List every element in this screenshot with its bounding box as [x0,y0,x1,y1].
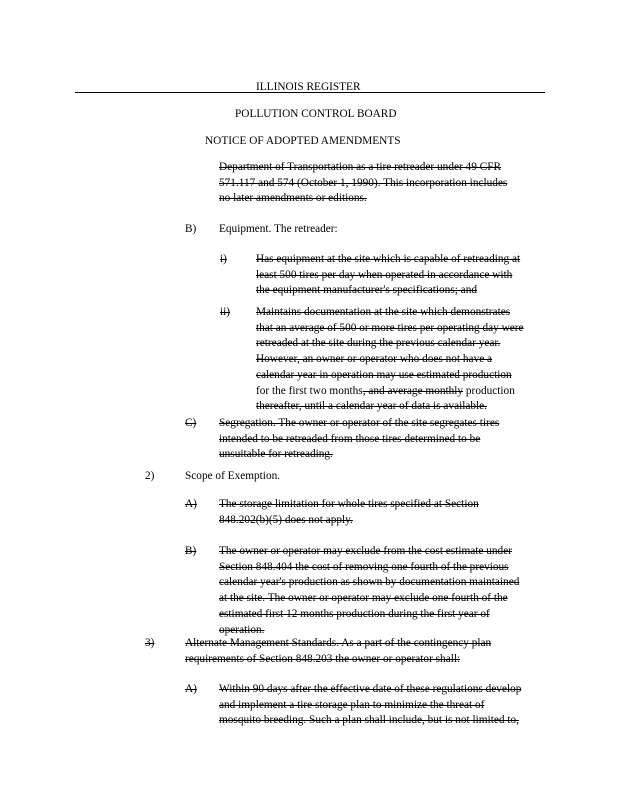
header-rule [75,92,545,93]
text-line [219,561,509,574]
text-line [219,417,499,430]
text-line [219,192,367,205]
text-line [219,177,507,190]
deleted-text: Section 848.404 the cost of removing one fourth of the previous [219,560,509,573]
text-line [219,514,353,527]
notice-title: NOTICE OF ADOPTED AMENDMENTS [205,135,401,147]
deleted-text: estimated first 12 months production during the first year of [219,607,490,620]
text-line [219,223,338,236]
deleted-text: The owner or operator may exclude from the cost estimate under [219,545,512,557]
item-label: A) [185,498,197,510]
text-line [256,306,510,319]
text-line [256,284,477,297]
text-line [219,448,333,461]
text-line [256,369,512,382]
text-line [256,385,515,398]
deleted-text: 848.202(b)(5) does not apply. [219,513,353,526]
deleted-text: Segregation. The owner or operator of the site segregates tires [219,417,500,429]
item-label: A) [185,683,197,695]
text-line [256,353,492,366]
deleted-text: 571.117 and 574 (October 1, 1990). This incorporation includes [219,176,508,189]
text-line [256,322,524,335]
deleted-text: unsuitable for retreading. [219,448,333,461]
text-line [185,637,491,650]
text-line [256,337,500,350]
item-label: i) [220,253,227,265]
deleted-text: , and average monthly [362,384,464,397]
item-label: B) [185,545,197,557]
deleted-text: the equipment manufacturer's specifications; and [256,284,477,297]
text: for the first two months [256,384,363,397]
deleted-text: Has equipment at the site which is capable of retreading at [256,253,521,265]
deleted-text: Maintains documentation at the site which demonstrates [256,306,511,318]
deleted-text: Within 90 days after the effective date of these regulations develop [219,683,522,695]
deleted-text: that an average of 500 or more tires per operating day were [256,321,524,334]
item-label: 2) [145,470,155,482]
text-line [219,683,521,696]
item-label: C) [185,417,197,429]
item-label: 3) [145,637,155,649]
text-line [219,498,479,511]
board-title: POLLUTION CONTROL BOARD [235,108,397,120]
deleted-text: The storage limitation for whole tires specified at Section [219,498,479,510]
register-title: ILLINOIS REGISTER [256,81,361,93]
text-line [256,269,512,282]
deleted-text: operation. [219,623,265,636]
deleted-text: mosquito breeding. Such a plan shall include, but is not limited to, [219,714,519,727]
deleted-text: Department of Transportation as a tire retreader under 49 CFR [219,161,502,173]
deleted-text: at the site. The owner or operator may exclude one fourth of the [219,592,508,605]
text-line [185,653,460,666]
text: production [463,384,515,397]
text-line [219,161,501,174]
deleted-text: calendar year's production as shown by documentation maintained [219,576,520,589]
text-line [219,576,519,589]
text-line [185,470,280,483]
text-line [219,624,265,637]
text-line [219,608,490,621]
deleted-text: thereafter, until a calendar year of data is available. [256,400,488,413]
deleted-text: least 500 tires per day when operated in accordance with [256,268,513,281]
text-line [256,253,520,266]
deleted-text: intended to be retreaded from those tires determined to be [219,432,481,445]
deleted-text: requirements of Section 848.203 the owner or operator shall: [185,652,461,665]
deleted-text: However, an owner or operator who does not have a [256,353,493,366]
text-line [219,545,512,558]
text: Scope of Exemption. [185,470,281,482]
deleted-text: calendar year in operation may use estimated production [256,368,512,381]
text-line [219,699,484,712]
deleted-text: Alternate Management Standards. As a part of the contingency plan [185,637,492,649]
deleted-text: no later amendments or editions. [219,192,367,205]
deleted-text: and implement a tire storage plan to minimize the threat of [219,698,485,711]
item-label: ii) [220,306,231,318]
item-label: B) [185,223,197,235]
text-line [219,433,480,446]
text: Equipment. The retreader: [219,223,338,235]
text-line [219,714,519,727]
text-line [219,592,508,605]
text-line [256,400,487,413]
deleted-text: retreaded at the site during the previous calendar year. [256,337,501,350]
